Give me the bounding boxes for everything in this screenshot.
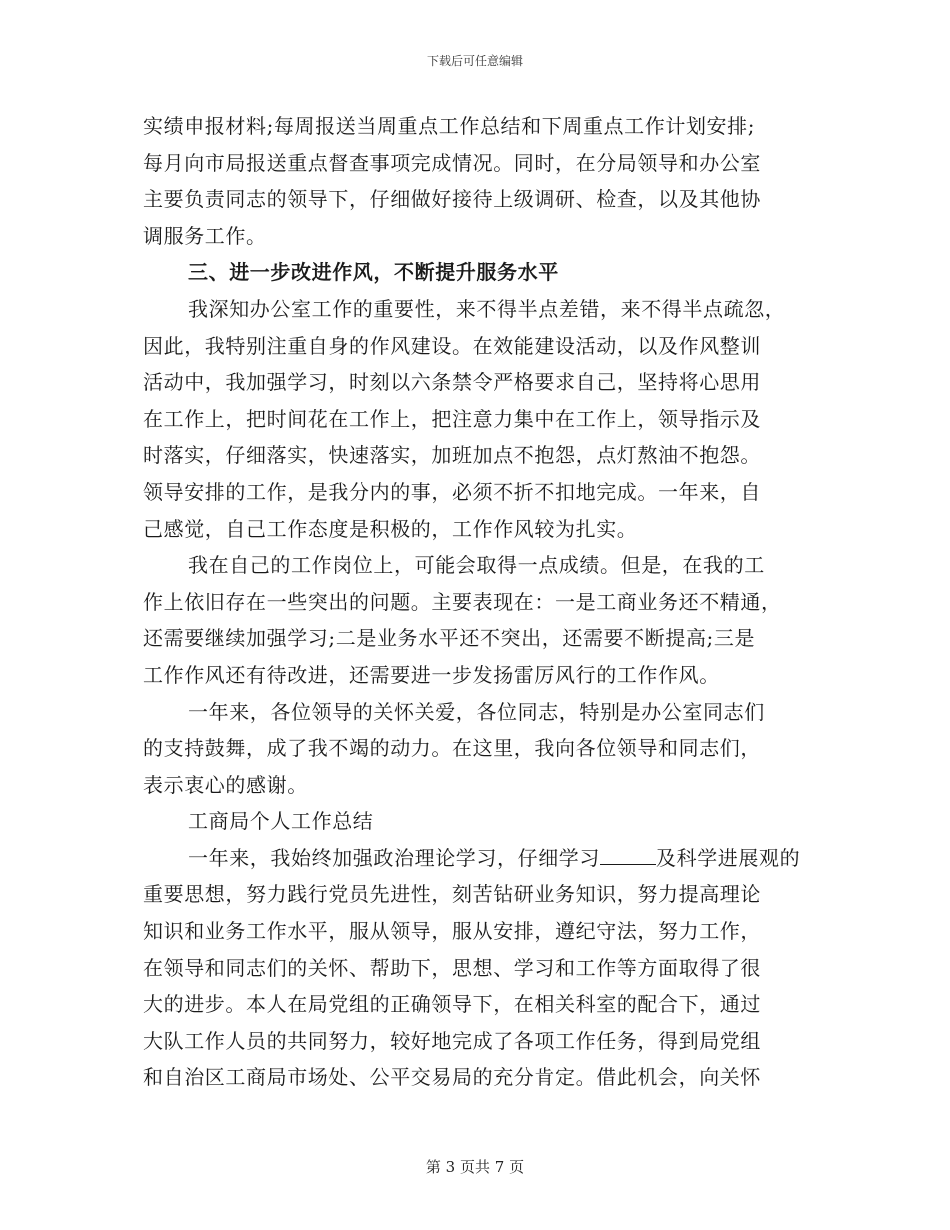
blank-underline: [600, 844, 656, 865]
text-line: 己感觉，自己工作态度是积极的，工作作风较为扎实。: [143, 516, 638, 541]
text-line: 和自治区工商局市场处、公平交易局的充分肯定。借此机会，向关怀: [143, 1065, 761, 1090]
text-line: [143, 840, 808, 877]
text-line: 我深知办公室工作的重要性，来不得半点差错，来不得半点疏忽，: [188, 296, 786, 321]
section-heading: 三、进一步改进作风，不断提升服务水平: [188, 260, 559, 285]
text-line: 因此，我特别注重自身的作风建设。在效能建设活动，以及作风整训: [143, 333, 761, 358]
text-line: 一年来，各位领导的关怀关爱，各位同志，特别是办公室同志们: [188, 699, 765, 724]
text-line: 大队工作人员的共同努力，较好地完成了各项工作任务，得到局党组: [143, 1028, 761, 1053]
document-subtitle: 工商局个人工作总结: [188, 809, 374, 834]
text-line: 实绩申报材料;每周报送当周重点工作总结和下周重点工作计划安排;: [143, 114, 756, 138]
document-body: [143, 108, 808, 1096]
text-line: 调服务工作。: [143, 223, 267, 248]
text-line: 工作作风还有待改进，还需要进一步发扬雷厉风行的工作作风。: [143, 662, 720, 687]
text-line: 重要思想，努力践行党员先进性，刻苦钻研业务知识，努力提高理论: [143, 882, 761, 907]
page-footer: 第 3 页共 7 页: [425, 1158, 525, 1176]
text-line: 领导安排的工作，是我分内的事，必须不折不扣地完成。一年来，自: [143, 479, 761, 504]
text-line: 在领导和同志们的关怀、帮助下，思想、学习和工作等方面取得了很: [143, 955, 761, 980]
text-line: 还需要继续加强学习;二是业务水平还不突出，还需要不断提高;三是: [143, 626, 756, 651]
text-line: 我在自己的工作岗位上，可能会取得一点成绩。但是，在我的工: [188, 553, 765, 578]
text-line: 在工作上，把时间花在工作上，把注意力集中在工作上，领导指示及: [143, 406, 761, 431]
text-line: 活动中，我加强学习，时刻以六条禁令严格要求自己，坚持将心思用: [143, 370, 761, 395]
text-line: 的支持鼓舞，成了我不竭的动力。在这里，我向各位领导和同志们，: [143, 736, 761, 761]
text-line: 大的进步。本人在局党组的正确领导下，在相关科室的配合下，通过: [143, 992, 761, 1017]
text-line: 作上依旧存在一些突出的问题。主要表现在：一是工商业务还不精通，: [143, 589, 782, 614]
text-segment: 及科学进展观的: [656, 845, 801, 870]
text-line: 表示衷心的感谢。: [143, 772, 308, 797]
text-line: 知识和业务工作水平，服从领导，服从安排，遵纪守法，努力工作，: [143, 919, 761, 944]
page-header: 下载后可任意编辑: [426, 54, 523, 68]
text-line: 时落实，仔细落实，快速落实，加班加点不抱怨，点灯熬油不抱怨。: [143, 443, 761, 468]
text-segment: 一年来，我始终加强政治理论学习，仔细学习: [188, 845, 600, 870]
text-line: 主要负责同志的领导下，仔细做好接待上级调研、检查，以及其他协: [143, 187, 761, 212]
text-line: 每月向市局报送重点督查事项完成情况。同时，在分局领导和办公室: [143, 150, 761, 175]
